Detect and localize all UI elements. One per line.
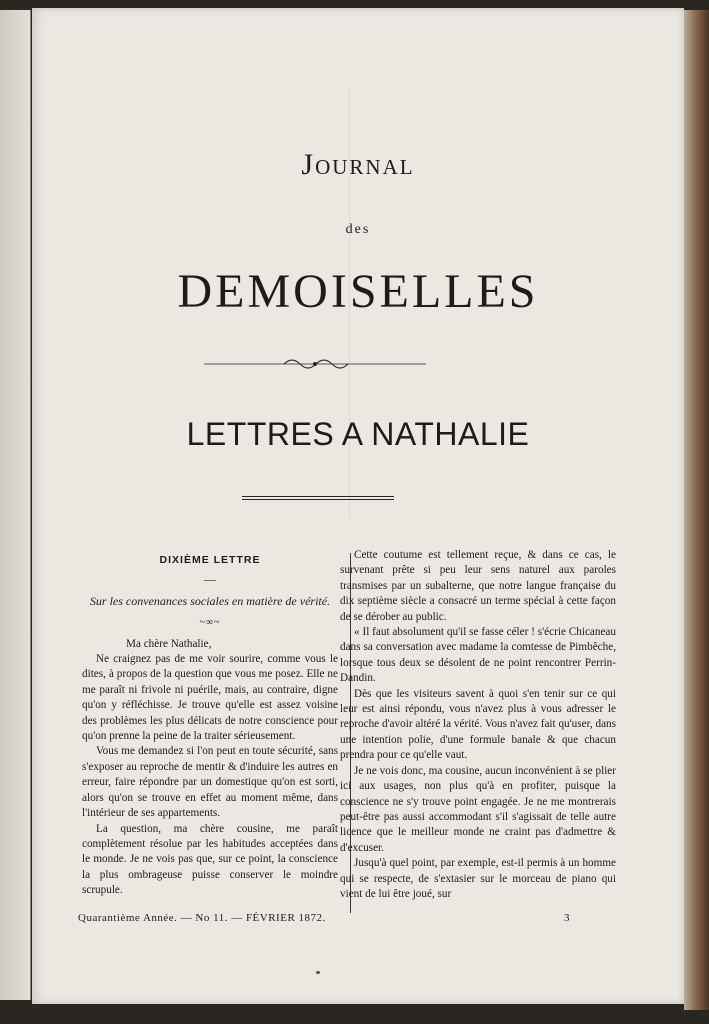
- paragraph: La question, ma chère cousine, me paraît complètement résolue par les habitudes acceptées dans le monde. Je ne vois pas que, sur ce point, la conscience la plus ombrageuse puisse conserver le moindre scrupule.: [82, 822, 338, 897]
- paragraph: Je ne vois donc, ma cousine, aucun inconvénient à se plier ici aux usages, non plus qu'à en profiter, puisque la conscience ne s'y trouve point engagée. Je ne me montrerais peut-être pas aussi accommodant s'il s'agissait de telle autre licence que le meilleur monde ne craint pas d'admettre & d'excuser.: [340, 764, 616, 854]
- page-number: 3: [564, 912, 570, 924]
- masthead-journal: Journal: [301, 148, 415, 181]
- paragraph: Vous me demandez si l'on peut en toute sécurité, sans s'exposer au reproche de mentir & d'induire les autres en erreur, faire répondre par un domestique qu'on est sorti, alors qu'on se trouve en effet au moment même, dans l'intérieur de ses appartements.: [82, 745, 338, 820]
- salutation: Ma chère Nathalie,: [126, 637, 212, 650]
- paragraph: Cette coutume est tellement reçue, & dans ce cas, le survenant prête si peu leur sens naturel aux paroles transmises par un subalterne, que notre langue française du dix septième siècle a consacré un terme spécial à cette façon de se dérober au public.: [340, 549, 616, 623]
- letter-subtitle: Sur les convenances sociales en matière de vérité.: [89, 593, 331, 608]
- masthead-des: des: [345, 222, 371, 237]
- right-column: [340, 548, 616, 902]
- masthead-demoiselles: DEMOISELLES: [177, 265, 539, 318]
- heading-dash: —: [204, 572, 216, 587]
- paragraph: Jusqu'à quel point, par exemple, est-il permis à un homme qui se respecte, de s'extasier sur le morceau de piano qui vient de lui être joué, sur: [340, 857, 616, 900]
- paragraph: Dès que les visiteurs savent à quoi s'en tenir sur ce qui leur est ainsi répondu, vous n'avez plus à vous adresser le reproche d'avoir altéré la vérité. Vous n'avez fait qu'user, dans une intention polie, d'une formule banale & que chacun prendra pour ce qu'elle vaut.: [340, 687, 616, 762]
- paragraph: Ne craignez pas de me voir sourire, comme vous le dites, à propos de la question que vous me posez. Elle ne me paraît ni frivole ni puérile, mais, au contraire, digne qu'on y réfléchisse. Je trouve qu'elle est assez voisine des problèmes les plus délicats de notre conscience pour qu'on prenne la peine de la traiter sérieusement.: [82, 653, 338, 743]
- paper-spot: [316, 971, 320, 974]
- left-column: [82, 551, 338, 899]
- section-title: LETTRES A NATHALIE: [186, 416, 530, 452]
- issue-line: Quarantième Année. — No 11. — FÉVRIER 1872.: [78, 912, 326, 924]
- fleuron-icon: ~∞~: [199, 617, 221, 629]
- journal-page: [32, 8, 684, 1004]
- ornament-divider-icon: [204, 354, 426, 374]
- section-rule: [242, 496, 394, 500]
- letter-heading: DIXIÈME LETTRE: [159, 554, 261, 566]
- book-binding-edge: [684, 10, 709, 1010]
- paragraph: « Il faut absolument qu'il se fasse céler ! s'écrie Chicaneau dans sa conversation avec madame la comtesse de Pimbêche, lorsque tous deux se désolent de ne point rencontrer Perrin-Dandin.: [340, 626, 616, 685]
- page-footer: [78, 912, 606, 924]
- left-page-edge: [0, 10, 31, 1000]
